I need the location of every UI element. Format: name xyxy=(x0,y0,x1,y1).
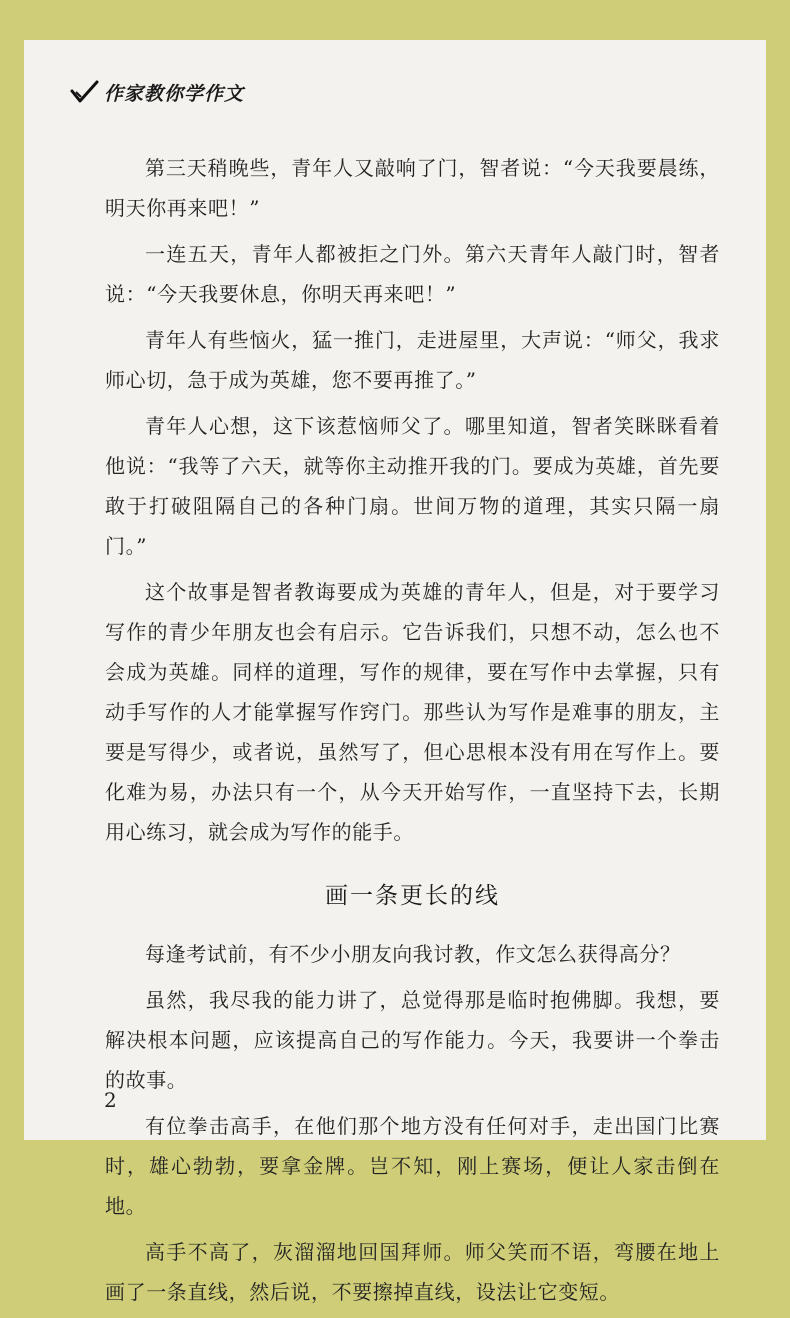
paragraph: 高手不高了，灰溜溜地回国拜师。师父笑而不语，弯腰在地上画了一条直线，然后说，不要擦掉直线，设法让它变短。 xyxy=(105,1240,720,1304)
header-title: 作家教你学作文 xyxy=(104,82,245,105)
paragraph: 第三天稍晚些，青年人又敲响了门，智者说：“今天我要晨练，明天你再来吧！” xyxy=(105,156,720,220)
paragraph: 一连五天，青年人都被拒之门外。第六天青年人敲门时，智者说：“今天我要休息，你明天再来吧！” xyxy=(105,242,720,306)
paragraph: 每逢考试前，有不少小朋友向我讨教，作文怎么获得高分？ xyxy=(145,942,681,966)
pen-checkmark-icon xyxy=(70,79,100,105)
page-number: 2 xyxy=(104,1088,117,1112)
body-text xyxy=(105,148,720,1318)
running-header xyxy=(70,78,244,106)
section-title: 画一条更长的线 xyxy=(325,883,500,909)
paragraph: 青年人有些恼火，猛一推门，走进屋里，大声说：“师父，我求师心切，急于成为英雄，您不要再推了。” xyxy=(105,328,720,392)
paragraph: 青年人心想，这下该惹恼师父了。哪里知道，智者笑眯眯看着他说：“我等了六天，就等你主动推开我的门。要成为英雄，首先要敢于打破阻隔自己的各种门扇。世间万物的道理，其实只隔一扇门。” xyxy=(105,414,720,558)
paragraph: 这个故事是智者教诲要成为英雄的青年人，但是，对于要学习写作的青少年朋友也会有启示。它告诉我们，只想不动，怎么也不会成为英雄。同样的道理，写作的规律，要在写作中去掌握，只有动手写作的人才能掌握写作窍门。那些认为写作是难事的朋友，主要是写得少，或者说，虽然写了，但心思根本没有用在写作上。要化难为易，办法只有一个，从今天开始写作，一直坚持下去，长期用心练习，就会成为写作的能手。 xyxy=(105,580,720,844)
paragraph: 有位拳击高手，在他们那个地方没有任何对手，走出国门比赛时，雄心勃勃，要拿金牌。岂不知，刚上赛场，便让人家击倒在地。 xyxy=(105,1114,720,1218)
paragraph: 虽然，我尽我的能力讲了，总觉得那是临时抱佛脚。我想，要解决根本问题，应该提高自己的写作能力。今天，我要讲一个拳击的故事。 xyxy=(105,988,720,1092)
